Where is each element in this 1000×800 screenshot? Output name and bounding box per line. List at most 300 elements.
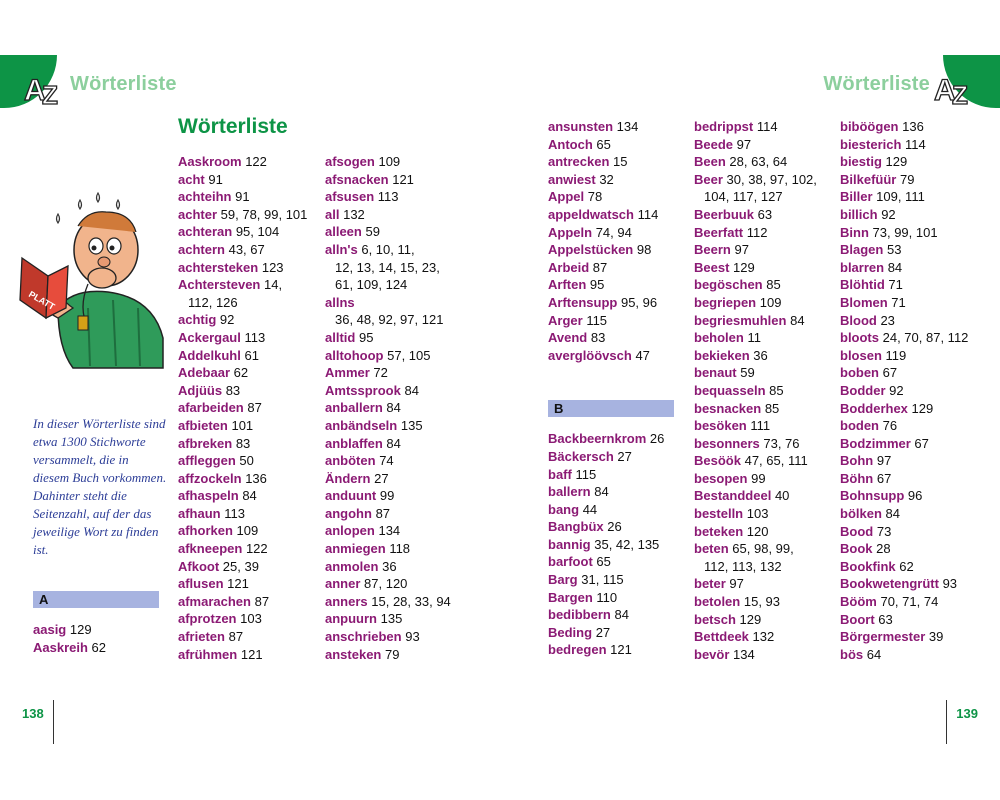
word-entry: [325, 259, 475, 277]
word-entry: [178, 188, 318, 206]
entry-word: Beest: [694, 259, 730, 275]
entry-word: Been: [694, 154, 726, 170]
entry-word: Bookwetengrütt: [840, 576, 939, 592]
letter-heading-b: B: [548, 400, 674, 417]
entry-pages: 91: [208, 171, 223, 187]
entry-pages: 27: [617, 448, 632, 464]
word-entry: [840, 417, 990, 435]
entry-pages: 109: [759, 294, 782, 310]
word-entry: [178, 259, 318, 277]
entry-pages: 71: [891, 294, 906, 310]
entry-word: afhaun: [178, 505, 221, 521]
word-entry: [325, 505, 475, 523]
column-letter-a: [33, 581, 159, 656]
entry-word: Ackergaul: [178, 329, 241, 345]
entry-word: Beding: [548, 624, 593, 640]
entry-pages: 27: [595, 624, 611, 640]
entry-word: beholen: [694, 330, 744, 346]
word-entry: [840, 382, 990, 400]
entry-pages: 129: [885, 154, 908, 170]
word-entry: [694, 575, 834, 593]
word-entry: [178, 294, 318, 312]
entry-pages: 62: [899, 558, 914, 574]
word-entry: [548, 171, 674, 189]
entry-pages: 25, 39: [222, 558, 259, 574]
word-entry: [33, 621, 159, 639]
entry-word: Ändern: [325, 470, 371, 486]
entry-word: blosen: [840, 347, 882, 363]
entry-pages: 64: [866, 646, 882, 662]
word-entry: [840, 470, 990, 488]
word-entry: [840, 206, 990, 224]
entry-word: Binn: [840, 224, 869, 240]
word-entry: [840, 400, 990, 418]
entry-pages: 93: [405, 629, 420, 645]
entry-word: Appeln: [548, 224, 593, 240]
entry-pages: 118: [389, 541, 411, 557]
word-entry: [694, 294, 834, 312]
word-entry: [694, 347, 834, 365]
entry-pages: 129: [733, 259, 755, 275]
word-entry: [840, 611, 990, 629]
entry-word: anner: [325, 576, 361, 592]
entry-word: anwiest: [548, 171, 596, 187]
word-entry: [325, 311, 475, 329]
word-entry: [178, 241, 318, 259]
word-entry: [694, 593, 834, 611]
entry-pages: 43, 67: [228, 241, 265, 257]
entry-word: Adebaar: [178, 365, 231, 381]
entry-word: all: [325, 206, 340, 222]
entry-word: anpuurn: [325, 611, 377, 627]
entry-word: begöschen: [694, 277, 763, 293]
entry-word: Blöhtid: [840, 277, 885, 293]
word-entry: [840, 153, 990, 171]
entry-word: begriepen: [694, 294, 757, 310]
word-entry: [694, 241, 834, 259]
word-entry: [840, 646, 990, 664]
reading-man-illustration: [18, 188, 168, 378]
word-entry: [840, 276, 990, 294]
header-title-right: Wörterliste: [823, 73, 930, 95]
entry-word: blarren: [840, 259, 885, 275]
entry-word: beter: [694, 576, 726, 592]
entry-pages: 87: [247, 400, 262, 416]
word-entry: [840, 452, 990, 470]
word-entry: [694, 276, 834, 294]
entry-pages: 84: [242, 488, 257, 504]
entry-pages: 84: [404, 382, 419, 398]
entry-pages: 121: [610, 642, 632, 658]
entry-word: Amtssprook: [325, 382, 401, 398]
entry-word: anblaffen: [325, 435, 383, 451]
word-entry: [694, 611, 834, 629]
entry-column-1: [178, 153, 318, 663]
entry-pages: 32: [599, 171, 614, 187]
entry-pages: 95: [589, 277, 605, 293]
entry-pages: 15, 28, 33, 94: [371, 593, 451, 609]
entry-pages: 97: [876, 453, 892, 469]
entry-word: Arften: [548, 277, 587, 293]
word-entry: [325, 153, 475, 171]
word-entry: [178, 558, 318, 576]
entry-pages: 6, 10, 11,: [361, 241, 415, 257]
entry-pages: 84: [790, 312, 805, 328]
entry-word: Biller: [840, 189, 873, 205]
entry-word: ansunsten: [548, 119, 614, 134]
word-entry: [325, 188, 475, 206]
entry-word: Bohnsupp: [840, 488, 905, 504]
page-number-divider-left: [53, 700, 54, 744]
entry-word: anners: [325, 593, 368, 609]
entry-word: bedrippst: [694, 119, 754, 134]
entry-pages: 110: [596, 589, 618, 605]
entry-word: beteken: [694, 523, 744, 539]
word-entry: [840, 171, 990, 189]
entry-word: anmolen: [325, 558, 379, 574]
word-entry: [178, 593, 318, 611]
word-entry: [325, 540, 475, 558]
entry-pages: 101: [231, 417, 254, 433]
entry-pages: 132: [752, 629, 775, 645]
entry-word: Aaskreih: [33, 639, 88, 655]
entry-word: billich: [840, 206, 878, 222]
word-entry: [694, 224, 834, 242]
entry-word: Blomen: [840, 294, 888, 310]
entry-word: bedibbern: [548, 607, 611, 623]
entry-pages: 132: [343, 206, 365, 222]
word-entry: [178, 610, 318, 628]
entry-pages: 114: [756, 119, 778, 134]
entry-pages: 119: [885, 347, 907, 363]
entry-word: Bargen: [548, 589, 593, 605]
word-entry: [178, 522, 318, 540]
entry-pages: 114: [637, 206, 659, 222]
entry-word: afbreken: [178, 435, 233, 451]
word-entry: [840, 593, 990, 611]
entry-pages: 40: [774, 488, 790, 504]
entry-word: biböögen: [840, 119, 899, 134]
right-page: [500, 0, 1000, 800]
entry-pages: 122: [245, 541, 268, 557]
entry-pages: 36: [753, 347, 768, 363]
entry-column-2: [325, 153, 475, 663]
entry-pages: 136: [245, 470, 267, 486]
entry-pages: 92: [219, 312, 235, 328]
entry-pages: 113: [244, 329, 266, 345]
word-entry: [548, 259, 674, 277]
word-entry: [840, 523, 990, 541]
entry-pages: 70, 71, 74: [880, 594, 939, 610]
word-entry: [178, 505, 318, 523]
entry-word: alln's: [325, 241, 358, 257]
word-entry: [694, 452, 834, 470]
word-entry: [548, 347, 674, 365]
word-entry: [178, 470, 318, 488]
word-entry: [325, 206, 475, 224]
word-entry: [548, 206, 674, 224]
word-entry: [325, 329, 475, 347]
entry-word: biesterich: [840, 136, 902, 152]
entry-pages: 35, 42, 135: [594, 536, 660, 552]
word-entry: [325, 223, 475, 241]
entry-pages: 47, 65, 111: [744, 453, 808, 469]
entry-pages: 114: [905, 136, 926, 152]
entry-pages: 76: [882, 418, 898, 434]
word-entry: [694, 382, 834, 400]
entry-word: Boort: [840, 611, 875, 627]
entry-pages: 62: [91, 639, 107, 655]
word-entry: [548, 553, 674, 571]
entry-word: Bilkefüür: [840, 171, 897, 187]
word-entry: [548, 448, 674, 466]
entry-pages: 84: [386, 400, 401, 416]
entry-word: afkneepen: [178, 541, 243, 557]
entry-pages: 85: [764, 400, 780, 416]
word-entry: [178, 399, 318, 417]
entry-column-4: [694, 118, 834, 663]
entry-pages: 120: [746, 523, 769, 539]
word-entry: [178, 382, 318, 400]
word-entry: [325, 294, 475, 312]
entry-word: afhorken: [178, 523, 233, 539]
word-entry: [178, 206, 318, 224]
word-entry: [840, 487, 990, 505]
entry-pages: 74, 94: [595, 224, 632, 240]
word-entry: [694, 364, 834, 382]
entry-word: begriesmuhlen: [694, 312, 787, 328]
word-entry: [840, 540, 990, 558]
entry-pages: 73, 76: [763, 435, 800, 451]
word-entry: [840, 312, 990, 330]
entry-pages: 24, 70, 87, 112: [882, 330, 969, 346]
word-entry: [694, 188, 834, 206]
entry-list-a-continued: [548, 118, 674, 364]
entry-word: ballern: [548, 484, 591, 500]
entry-pages: 112, 126: [188, 294, 238, 310]
entry-pages: 63: [757, 206, 773, 222]
entry-word: bölken: [840, 506, 882, 522]
entry-word: bloots: [840, 330, 879, 346]
entry-pages: 87: [228, 629, 244, 645]
entry-word: aflusen: [178, 576, 224, 592]
entry-word: bestelln: [694, 506, 744, 522]
entry-pages: 109: [378, 154, 401, 169]
word-entry: [840, 364, 990, 382]
word-entry: [178, 452, 318, 470]
word-entry: [694, 540, 834, 558]
entry-word: Bettdeek: [694, 629, 749, 645]
entry-word: betsch: [694, 611, 736, 627]
entry-word: Beern: [694, 242, 731, 258]
word-entry: [178, 364, 318, 382]
entry-word: afbieten: [178, 417, 228, 433]
entry-pages: 27: [374, 470, 389, 486]
entry-word: biestig: [840, 154, 882, 170]
word-entry: [33, 639, 159, 657]
word-entry: [325, 593, 475, 611]
page-number-divider-right: [946, 700, 947, 744]
letter-heading-a: A: [33, 591, 159, 608]
word-entry: [840, 188, 990, 206]
entry-word: acht: [178, 171, 205, 187]
entry-pages: 134: [733, 646, 755, 662]
word-entry: [694, 118, 834, 136]
entry-pages: 15, 93: [743, 594, 781, 610]
entry-word: Bookfink: [840, 558, 896, 574]
entry-pages: 112: [746, 224, 768, 240]
entry-pages: 97: [729, 576, 744, 592]
entry-word: alltid: [325, 329, 356, 345]
entry-pages: 98: [636, 242, 652, 258]
word-entry: [178, 329, 318, 347]
entry-word: Adjüüs: [178, 382, 223, 398]
entry-pages: 84: [887, 259, 903, 275]
entry-word: besonners: [694, 435, 760, 451]
entry-pages: 103: [240, 611, 262, 627]
entry-word: Blagen: [840, 242, 884, 258]
entry-pages: 79: [899, 171, 915, 187]
entry-pages: 15: [613, 154, 628, 170]
entry-word: besnacken: [694, 400, 762, 416]
entry-pages: 111: [750, 418, 771, 434]
page-number-left: 138: [22, 706, 44, 721]
entry-pages: 73, 99, 101: [872, 224, 938, 240]
entry-word: besöken: [694, 418, 747, 434]
entry-pages: 109: [236, 523, 259, 539]
entry-pages: 71: [888, 277, 903, 293]
entry-word: Bodder: [840, 382, 886, 398]
word-entry: [548, 276, 674, 294]
word-entry: [325, 382, 475, 400]
entry-pages: 96: [907, 488, 923, 504]
word-entry: [325, 522, 475, 540]
entry-pages: 109, 111: [876, 189, 925, 205]
word-entry: [548, 483, 674, 501]
word-entry: [325, 241, 475, 259]
entry-pages: 44: [582, 501, 598, 517]
word-entry: [325, 452, 475, 470]
entry-word: Appelstücken: [548, 242, 634, 258]
entry-pages: 97: [734, 242, 749, 258]
word-entry: [694, 400, 834, 418]
entry-word: bequasseln: [694, 382, 766, 398]
entry-word: anlopen: [325, 523, 375, 539]
word-entry: [548, 224, 674, 242]
svg-text:Z: Z: [42, 80, 58, 108]
entry-word: Börgermester: [840, 629, 926, 645]
entry-list-b: [548, 430, 674, 659]
word-entry: [840, 435, 990, 453]
word-entry: [840, 347, 990, 365]
word-entry: [178, 417, 318, 435]
entry-pages: 136: [902, 119, 924, 134]
word-entry: [840, 136, 990, 154]
entry-word: achter: [178, 206, 218, 222]
entry-pages: 62: [233, 365, 249, 381]
entry-pages: 59, 78, 99, 101: [220, 206, 308, 222]
entry-word: beten: [694, 541, 729, 557]
entry-word: Avend: [548, 330, 588, 346]
word-entry: [694, 523, 834, 541]
entry-column-5: [840, 118, 990, 663]
word-entry: [178, 223, 318, 241]
entry-word: alltohoop: [325, 347, 384, 363]
entry-word: Bohn: [840, 453, 874, 469]
word-entry: [694, 171, 834, 189]
word-entry: [694, 470, 834, 488]
entry-pages: 112, 113, 132: [704, 558, 782, 574]
word-entry: [840, 558, 990, 576]
entry-word: afsusen: [325, 189, 375, 205]
entry-pages: 99: [379, 488, 395, 504]
entry-pages: 121: [240, 646, 263, 662]
word-entry: [325, 171, 475, 189]
entry-word: afhaspeln: [178, 488, 239, 504]
entry-word: afsogen: [325, 154, 375, 169]
entry-word: anballern: [325, 400, 383, 416]
word-entry: [548, 536, 674, 554]
entry-word: anbändseln: [325, 417, 398, 433]
svg-text:A: A: [24, 74, 46, 107]
entry-pages: 65: [596, 554, 611, 570]
entry-word: Beer: [694, 171, 723, 187]
word-entry: [178, 540, 318, 558]
word-entry: [178, 153, 318, 171]
entry-pages: 91: [235, 189, 250, 205]
intro-text: In dieser Wörterliste sind etwa 1300 Stichworte versammelt, die in diesem Buch vorkommen. Dahinter steht die Seitenzahl, auf der das jeweilige Wort zu finden ist.: [33, 416, 167, 557]
entry-pages: 93: [942, 576, 958, 592]
entry-pages: 87: [254, 593, 270, 609]
entry-pages: 67: [876, 470, 892, 486]
word-entry: [840, 329, 990, 347]
word-entry: [325, 347, 475, 365]
entry-word: anschrieben: [325, 629, 402, 645]
entry-column-3: [548, 118, 674, 659]
entry-word: barfoot: [548, 554, 593, 570]
word-entry: [694, 259, 834, 277]
entry-pages: 73: [876, 523, 892, 539]
entry-word: allns: [325, 294, 355, 310]
entry-pages: 78: [587, 189, 603, 205]
word-entry: [548, 136, 674, 154]
entry-word: alleen: [325, 224, 362, 240]
svg-text:A: A: [934, 74, 956, 107]
entry-pages: 12, 13, 14, 15, 23,: [335, 259, 440, 275]
entry-pages: 95, 104: [235, 224, 280, 240]
entry-pages: 123: [261, 259, 284, 275]
word-entry: [694, 505, 834, 523]
word-entry: [178, 628, 318, 646]
entry-word: Bestanddeel: [694, 488, 772, 504]
entry-word: Bood: [840, 523, 874, 539]
entry-pages: 85: [769, 382, 784, 398]
entry-word: Bodzimmer: [840, 435, 911, 451]
word-entry: [840, 505, 990, 523]
word-entry: [694, 136, 834, 154]
entry-pages: 84: [594, 484, 609, 500]
entry-pages: 30, 38, 97, 102,: [726, 171, 817, 187]
word-entry: [548, 518, 674, 536]
entry-word: appeldwatsch: [548, 206, 634, 222]
entry-pages: 122: [245, 154, 267, 169]
entry-pages: 36: [382, 558, 397, 574]
word-entry: [840, 628, 990, 646]
word-entry: [325, 276, 475, 294]
entry-pages: 67: [882, 365, 898, 381]
entry-word: afsnacken: [325, 171, 389, 187]
page-title: Wörterliste: [178, 115, 288, 138]
